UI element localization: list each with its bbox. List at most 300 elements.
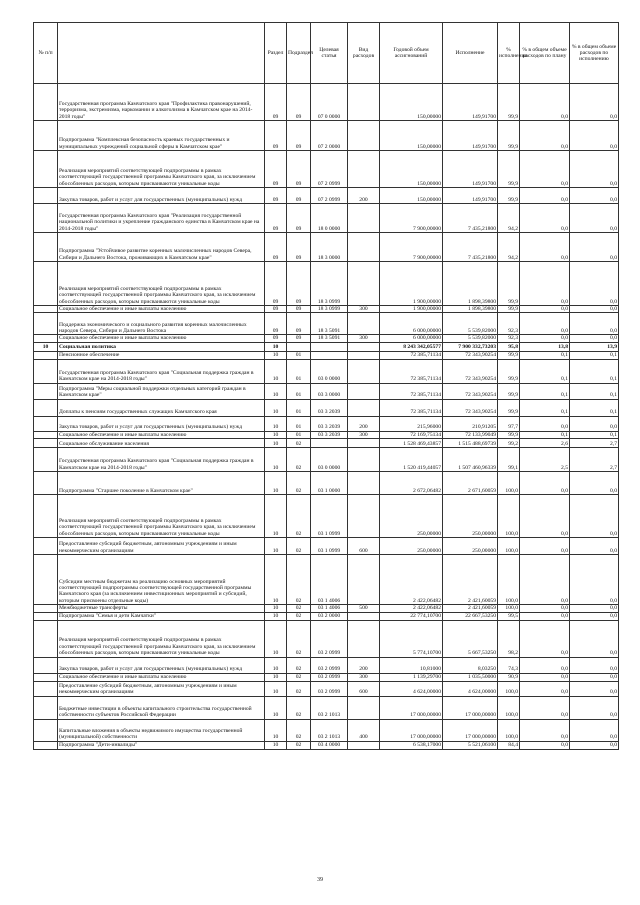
row-number: [34, 84, 58, 121]
row-percent: 98,2: [498, 620, 520, 657]
row-share-plan: 0,0: [520, 233, 570, 262]
row-razdel: 09: [265, 233, 287, 262]
row-razdel: 10: [265, 383, 287, 399]
table-row: [34, 151, 619, 188]
row-share-plan: 0,0: [520, 313, 570, 335]
row-execution: 1 507 460,96339: [443, 448, 498, 472]
row-expense-type: 300: [348, 673, 380, 681]
row-share-plan: 0,0: [520, 681, 570, 696]
row-expense-type: [348, 204, 380, 233]
row-target-article: 07 0 0000: [311, 84, 348, 121]
row-number: [34, 399, 58, 416]
row-target-article: 03 2 1013: [311, 719, 348, 741]
table-row: [34, 472, 619, 495]
row-name: Подпрограмма "Старшее поколение в Камчатском крае": [58, 472, 265, 495]
row-expense-type: [348, 351, 380, 359]
row-expense-type: [348, 612, 380, 620]
row-podrazdel: 09: [287, 306, 311, 313]
row-share-fact: 0,0: [570, 306, 619, 313]
row-podrazdel: 01: [287, 351, 311, 359]
row-percent: 90,9: [498, 673, 520, 681]
row-annual-plan: 7 900,00000: [380, 233, 443, 262]
row-target-article: 03 2 0999: [311, 620, 348, 657]
row-podrazdel: 09: [287, 335, 311, 342]
row-execution: 149,91700: [443, 121, 498, 151]
row-name: Реализация мероприятий соответствующей подпрограммы в рамках соответствующей государственной программы Камчатского края, за исключением обособленных расходов, которым присваиваются уникальные коды: [58, 620, 265, 657]
row-razdel: 10: [265, 612, 287, 620]
row-annual-plan: 1 900,00000: [380, 262, 443, 306]
row-podrazdel: 09: [287, 233, 311, 262]
row-expense-type: [348, 448, 380, 472]
row-target-article: 18 3 0000: [311, 233, 348, 262]
row-target-article: 03 0 0000: [311, 359, 348, 383]
row-number: [34, 696, 58, 719]
row-share-fact: 0,0: [570, 495, 619, 538]
row-name: Социальное обеспечение и иные выплаты населению: [58, 335, 265, 342]
row-share-fact: 0,0: [570, 121, 619, 151]
row-podrazdel: 09: [287, 204, 311, 233]
row-share-fact: 13,9: [570, 342, 619, 351]
row-podrazdel: 01: [287, 383, 311, 399]
row-execution: 1 035,50000: [443, 673, 498, 681]
table-row: [34, 696, 619, 719]
row-share-plan: 0,0: [520, 204, 570, 233]
row-annual-plan: 8 243 342,05577: [380, 342, 443, 351]
row-number: [34, 612, 58, 620]
row-share-fact: 0,0: [570, 204, 619, 233]
row-podrazdel: 09: [287, 121, 311, 151]
row-share-plan: 0,0: [520, 555, 570, 605]
row-share-plan: 2,5: [520, 448, 570, 472]
row-percent: 100,0: [498, 472, 520, 495]
row-razdel: 10: [265, 696, 287, 719]
table-row: [34, 495, 619, 538]
row-target-article: 18 3 0999: [311, 306, 348, 313]
table-row: [34, 342, 619, 351]
row-target-article: 03 2 1013: [311, 696, 348, 719]
row-annual-plan: 150,00000: [380, 84, 443, 121]
row-target-article: 03 4 0000: [311, 741, 348, 749]
row-number: [34, 416, 58, 431]
row-share-plan: 0,0: [520, 472, 570, 495]
row-razdel: 10: [265, 605, 287, 612]
row-share-plan: 0,1: [520, 399, 570, 416]
row-target-article: 03 0 0000: [311, 448, 348, 472]
row-annual-plan: 2 672,06482: [380, 472, 443, 495]
row-execution: 5 539,82000: [443, 335, 498, 342]
row-annual-plan: 250,00000: [380, 538, 443, 555]
row-podrazdel: 02: [287, 472, 311, 495]
table-row: [34, 741, 619, 749]
table-row: [34, 399, 619, 416]
table-row: [34, 431, 619, 438]
row-share-fact: 0,1: [570, 383, 619, 399]
row-name: Социальное обслуживание населения: [58, 439, 265, 448]
row-share-fact: 0,0: [570, 673, 619, 681]
row-razdel: 10: [265, 359, 287, 383]
table-body: [34, 84, 619, 750]
row-name: Поддержка экономического и социального развития коренных малочисленных народов Севера, Сибири и Дальнего Востока: [58, 313, 265, 335]
row-annual-plan: 17 000,00000: [380, 696, 443, 719]
row-podrazdel: [287, 342, 311, 351]
row-share-plan: 2,6: [520, 439, 570, 448]
row-name: Подпрограмма "Дети-инвалиды": [58, 741, 265, 749]
row-share-fact: 0,0: [570, 657, 619, 673]
row-target-article: [311, 351, 348, 359]
row-percent: 99,9: [498, 431, 520, 438]
row-share-plan: 0,0: [520, 657, 570, 673]
row-expense-type: [348, 233, 380, 262]
header-share-fact: % в общем объеме расходов по исполнению: [570, 23, 619, 84]
row-razdel: 10: [265, 472, 287, 495]
row-share-fact: 0,0: [570, 719, 619, 741]
row-number: [34, 262, 58, 306]
row-share-plan: 0,0: [520, 262, 570, 306]
row-podrazdel: 09: [287, 84, 311, 121]
row-name: Закупка товаров, работ и услуг для государственных (муниципальных) нужд: [58, 188, 265, 204]
row-share-plan: 0,0: [520, 605, 570, 612]
row-razdel: 10: [265, 681, 287, 696]
row-razdel: 09: [265, 121, 287, 151]
row-execution: 7 900 332,73203: [443, 342, 498, 351]
row-execution: 72 343,90254: [443, 383, 498, 399]
row-execution: 8,03250: [443, 657, 498, 673]
table-header-row: [34, 23, 619, 84]
row-razdel: 10: [265, 439, 287, 448]
row-execution: 22 667,53250: [443, 612, 498, 620]
row-percent: 99,9: [498, 84, 520, 121]
row-podrazdel: 02: [287, 657, 311, 673]
row-expense-type: 200: [348, 188, 380, 204]
page-number: 39: [317, 877, 323, 883]
row-percent: 99,5: [498, 612, 520, 620]
row-execution: 1 898,39800: [443, 306, 498, 313]
row-podrazdel: 02: [287, 681, 311, 696]
row-name: Государственная программа Камчатского края "Социальная поддержка граждан в Камчатском крае на 2014-2018 годы": [58, 359, 265, 383]
row-expense-type: [348, 313, 380, 335]
header-annual-plan: Годовой объем ассигнований: [380, 23, 443, 84]
row-expense-type: 600: [348, 681, 380, 696]
row-expense-type: [348, 399, 380, 416]
row-share-fact: 0,0: [570, 84, 619, 121]
row-number: [34, 439, 58, 448]
row-name: Реализация мероприятий соответствующей подпрограммы в рамках соответствующей государственной программы Камчатского края, за исключением обособленных расходов, которым присваиваются уникальные коды: [58, 151, 265, 188]
row-annual-plan: 250,00000: [380, 495, 443, 538]
row-razdel: 10: [265, 416, 287, 431]
row-podrazdel: 09: [287, 313, 311, 335]
row-number: [34, 555, 58, 605]
row-annual-plan: 1 528 469,43857: [380, 439, 443, 448]
row-execution: 2 421,60059: [443, 555, 498, 605]
row-target-article: 03 1 0999: [311, 495, 348, 538]
row-execution: 250,00000: [443, 538, 498, 555]
table-row: [34, 262, 619, 306]
row-annual-plan: 17 000,00000: [380, 719, 443, 741]
row-name: Межбюджетные трансферты: [58, 605, 265, 612]
row-percent: 99,9: [498, 262, 520, 306]
row-share-fact: 0,0: [570, 555, 619, 605]
row-execution: 7 435,21800: [443, 233, 498, 262]
table-row: [34, 416, 619, 431]
row-share-plan: 0,1: [520, 351, 570, 359]
table-row: [34, 84, 619, 121]
row-name: Реализация мероприятий соответствующей подпрограммы в рамках соответствующей государственной программы Камчатского края, за исключением обособленных расходов, которым присваиваются уникальные коды: [58, 262, 265, 306]
row-razdel: 10: [265, 719, 287, 741]
row-share-fact: 0,0: [570, 605, 619, 612]
row-percent: 100,0: [498, 719, 520, 741]
row-expense-type: 300: [348, 431, 380, 438]
row-target-article: 18 3 5091: [311, 335, 348, 342]
row-target-article: 03 3 2039: [311, 431, 348, 438]
row-expense-type: 500: [348, 605, 380, 612]
row-target-article: 18 3 5091: [311, 313, 348, 335]
row-expense-type: [348, 84, 380, 121]
table-row: [34, 188, 619, 204]
row-percent: 99,9: [498, 399, 520, 416]
row-target-article: 03 1 0000: [311, 472, 348, 495]
row-expense-type: [348, 741, 380, 749]
row-share-plan: 0,0: [520, 719, 570, 741]
row-execution: 72 343,90254: [443, 359, 498, 383]
row-expense-type: [348, 555, 380, 605]
row-target-article: 03 2 0000: [311, 612, 348, 620]
row-share-fact: 0,0: [570, 313, 619, 335]
row-percent: 92,3: [498, 335, 520, 342]
row-execution: 210,91205: [443, 416, 498, 431]
row-annual-plan: 6 538,17000: [380, 741, 443, 749]
row-expense-type: 600: [348, 538, 380, 555]
row-podrazdel: 02: [287, 439, 311, 448]
row-number: [34, 605, 58, 612]
row-execution: 149,91700: [443, 188, 498, 204]
row-annual-plan: 1 139,29700: [380, 673, 443, 681]
row-target-article: 18 3 0999: [311, 262, 348, 306]
table-row: [34, 673, 619, 681]
row-number: [34, 351, 58, 359]
header-razdel: Раздел: [265, 23, 287, 84]
row-name: Государственная программа Камчатского края "Профилактика правонарушений, терроризма, экстремизма, наркомании и алкоголизма в Камчатском крае на 2014-2018 годы": [58, 84, 265, 121]
row-podrazdel: 02: [287, 448, 311, 472]
row-name: Предоставление субсидий бюджетным, автономным учреждениям и иным некоммерческим организациям: [58, 681, 265, 696]
header-expense-type: Вид расходов: [348, 23, 380, 84]
row-name: Государственная программа Камчатского края "Реализация государственной национальной политики и укрепление гражданского единства в Камчатском крае на 2014-2018 годы": [58, 204, 265, 233]
row-percent: 99,9: [498, 188, 520, 204]
row-percent: 100,0: [498, 696, 520, 719]
header-percent-execution: % исполнения: [498, 23, 520, 84]
header-name: [58, 23, 265, 84]
header-execution: Исполнение: [443, 23, 498, 84]
row-razdel: 10: [265, 448, 287, 472]
row-percent: 99,1: [498, 448, 520, 472]
row-annual-plan: 10,81000: [380, 657, 443, 673]
row-target-article: 03 1 0999: [311, 538, 348, 555]
row-name: Закупка товаров, работ и услуг для государственных (муниципальных) нужд: [58, 416, 265, 431]
table-row: [34, 313, 619, 335]
row-name: Социальное обеспечение и иные выплаты населению: [58, 673, 265, 681]
row-execution: 5 521,06100: [443, 741, 498, 749]
row-share-plan: 0,0: [520, 495, 570, 538]
row-annual-plan: 72 169,75134: [380, 431, 443, 438]
row-podrazdel: 02: [287, 612, 311, 620]
row-expense-type: [348, 151, 380, 188]
row-annual-plan: 6 000,00000: [380, 313, 443, 335]
row-share-fact: 0,0: [570, 538, 619, 555]
row-razdel: 10: [265, 741, 287, 749]
row-annual-plan: 72 385,71134: [380, 359, 443, 383]
row-percent: 100,0: [498, 605, 520, 612]
row-execution: 1 515 488,69739: [443, 439, 498, 448]
row-execution: 17 000,00000: [443, 719, 498, 741]
row-podrazdel: 01: [287, 399, 311, 416]
row-share-plan: 13,8: [520, 342, 570, 351]
row-name: Подпрограмма "Семья и дети Камчатки": [58, 612, 265, 620]
row-razdel: 09: [265, 335, 287, 342]
row-share-fact: 0,0: [570, 681, 619, 696]
table-row: [34, 719, 619, 741]
table-row: [34, 612, 619, 620]
row-share-fact: 0,0: [570, 188, 619, 204]
row-share-fact: 0,0: [570, 233, 619, 262]
row-razdel: 10: [265, 431, 287, 438]
row-podrazdel: 02: [287, 719, 311, 741]
row-annual-plan: 72 385,71134: [380, 383, 443, 399]
row-podrazdel: 09: [287, 188, 311, 204]
row-target-article: 03 1 4006: [311, 605, 348, 612]
row-share-plan: 0,1: [520, 359, 570, 383]
row-expense-type: 300: [348, 335, 380, 342]
row-name: Социальное обеспечение и иные выплаты населению: [58, 431, 265, 438]
row-percent: 99,9: [498, 151, 520, 188]
row-target-article: 07 2 0000: [311, 121, 348, 151]
row-target-article: 03 3 2039: [311, 416, 348, 431]
row-execution: 72 133,99049: [443, 431, 498, 438]
row-razdel: 10: [265, 351, 287, 359]
row-share-fact: 0,0: [570, 151, 619, 188]
row-execution: 5 539,82000: [443, 313, 498, 335]
row-name: Подпрограмма "Устойчивое развитие коренных малочисленных народов Севера, Сибири и Дальнего Востока, проживающих в Камчатском крае": [58, 233, 265, 262]
row-number: 10: [34, 342, 58, 351]
row-percent: 99,9: [498, 351, 520, 359]
row-name: Субсидии местным бюджетам на реализацию основных мероприятий соответствующей подпрограммы соответствующей государственной программы Камчатского края (за исключением инвестиционных мероприятий и субсидий, которым присвоены отдельные коды): [58, 555, 265, 605]
row-expense-type: 300: [348, 306, 380, 313]
table-row: [34, 620, 619, 657]
row-execution: 72 343,90254: [443, 351, 498, 359]
row-execution: 72 343,90254: [443, 399, 498, 416]
row-podrazdel: 01: [287, 416, 311, 431]
row-annual-plan: 5 774,10700: [380, 620, 443, 657]
row-share-plan: 0,1: [520, 383, 570, 399]
row-target-article: 03 1 4006: [311, 555, 348, 605]
row-podrazdel: 01: [287, 431, 311, 438]
row-execution: 4 624,00000: [443, 681, 498, 696]
row-expense-type: [348, 472, 380, 495]
row-percent: 92,3: [498, 313, 520, 335]
row-podrazdel: 09: [287, 262, 311, 306]
row-execution: 5 667,53250: [443, 620, 498, 657]
row-share-fact: 0,0: [570, 416, 619, 431]
row-percent: 97,7: [498, 416, 520, 431]
row-podrazdel: 09: [287, 151, 311, 188]
row-share-plan: 0,0: [520, 416, 570, 431]
row-execution: 2 421,60059: [443, 605, 498, 612]
row-share-fact: 0,1: [570, 359, 619, 383]
row-number: [34, 431, 58, 438]
row-percent: 100,0: [498, 495, 520, 538]
row-target-article: 03 2 0999: [311, 673, 348, 681]
row-number: [34, 188, 58, 204]
row-number: [34, 719, 58, 741]
budget-execution-table: [33, 22, 619, 750]
row-share-plan: 0,1: [520, 431, 570, 438]
row-expense-type: [348, 121, 380, 151]
row-name: Бюджетные инвестиции в объекты капитального строительства государственной собственности субъектов Российской Федерации: [58, 696, 265, 719]
row-razdel: 09: [265, 204, 287, 233]
row-target-article: 03 2 0999: [311, 657, 348, 673]
row-name: Предоставление субсидий бюджетным, автономным учреждениям и иным некоммерческим организациям: [58, 538, 265, 555]
row-number: [34, 495, 58, 538]
table-row: [34, 448, 619, 472]
row-share-fact: 0,0: [570, 620, 619, 657]
row-execution: 149,91700: [443, 151, 498, 188]
row-number: [34, 741, 58, 749]
table-row: [34, 306, 619, 313]
row-number: [34, 306, 58, 313]
row-annual-plan: 72 385,71134: [380, 351, 443, 359]
table-row: [34, 383, 619, 399]
row-number: [34, 121, 58, 151]
row-number: [34, 538, 58, 555]
row-share-fact: 0,1: [570, 399, 619, 416]
row-share-plan: 0,0: [520, 84, 570, 121]
row-percent: 99,9: [498, 306, 520, 313]
row-expense-type: [348, 439, 380, 448]
row-percent: 100,0: [498, 555, 520, 605]
row-name: Социальное обеспечение и иные выплаты населению: [58, 306, 265, 313]
row-razdel: 10: [265, 620, 287, 657]
row-number: [34, 359, 58, 383]
row-razdel: 09: [265, 262, 287, 306]
header-share-plan: % в общем объеме расходов по плану: [520, 23, 570, 84]
row-annual-plan: 150,00000: [380, 121, 443, 151]
row-name: Подпрограмма "Комплексная безопасность краевых государственных и муниципальных учреждений социальной сферы в Камчатском крае": [58, 121, 265, 151]
row-share-plan: 0,0: [520, 151, 570, 188]
row-annual-plan: 2 422,06482: [380, 605, 443, 612]
row-target-article: 18 0 0000: [311, 204, 348, 233]
row-share-fact: 0,0: [570, 741, 619, 749]
row-execution: 1 898,39800: [443, 262, 498, 306]
row-name: Закупка товаров, работ и услуг для государственных (муниципальных) нужд: [58, 657, 265, 673]
row-percent: 99,9: [498, 383, 520, 399]
row-percent: 94,2: [498, 204, 520, 233]
row-share-fact: 0,1: [570, 431, 619, 438]
row-share-plan: 0,0: [520, 612, 570, 620]
row-number: [34, 383, 58, 399]
row-execution: 250,00000: [443, 495, 498, 538]
row-podrazdel: 02: [287, 741, 311, 749]
row-razdel: 10: [265, 657, 287, 673]
row-number: [34, 681, 58, 696]
row-podrazdel: 02: [287, 673, 311, 681]
row-share-plan: 0,0: [520, 696, 570, 719]
row-podrazdel: 02: [287, 696, 311, 719]
table-row: [34, 351, 619, 359]
row-expense-type: [348, 342, 380, 351]
row-share-fact: 0,0: [570, 472, 619, 495]
budget-table-sheet: [33, 22, 618, 750]
row-percent: 99,2: [498, 439, 520, 448]
row-execution: 149,91700: [443, 84, 498, 121]
row-percent: 99,9: [498, 359, 520, 383]
